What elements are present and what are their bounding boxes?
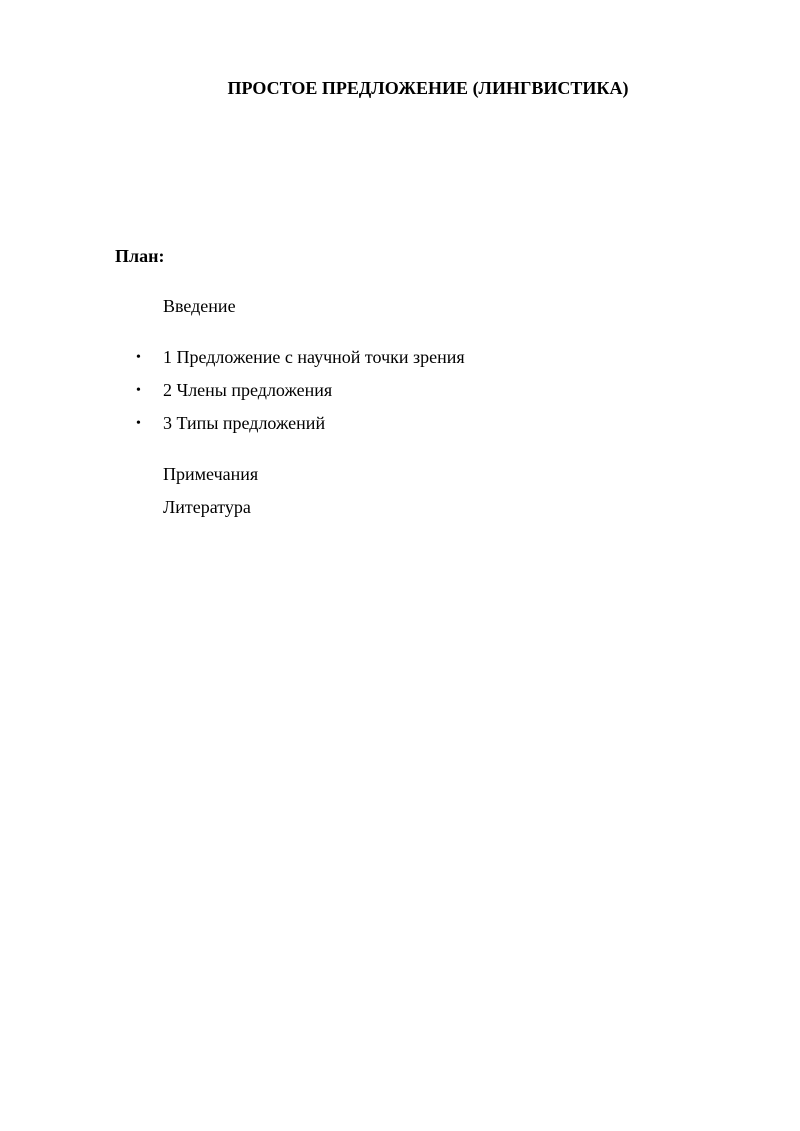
plan-heading: План: bbox=[115, 246, 165, 266]
toc-item-literature: Литература bbox=[163, 497, 251, 517]
toc-item-section-3: 3 Типы предложений bbox=[163, 413, 326, 433]
toc-item-introduction: Введение bbox=[163, 296, 236, 316]
toc-item-notes: Примечания bbox=[163, 464, 259, 484]
bullet-icon: • bbox=[136, 416, 141, 431]
toc-item-section-2: 2 Члены предложения bbox=[163, 380, 333, 400]
document-title: ПРОСТОЕ ПРЕДЛОЖЕНИЕ (ЛИНГВИСТИКА) bbox=[227, 78, 629, 98]
bullet-icon: • bbox=[136, 350, 141, 365]
toc-item-section-1: 1 Предложение с научной точки зрения bbox=[163, 347, 465, 367]
bullet-icon: • bbox=[136, 383, 141, 398]
